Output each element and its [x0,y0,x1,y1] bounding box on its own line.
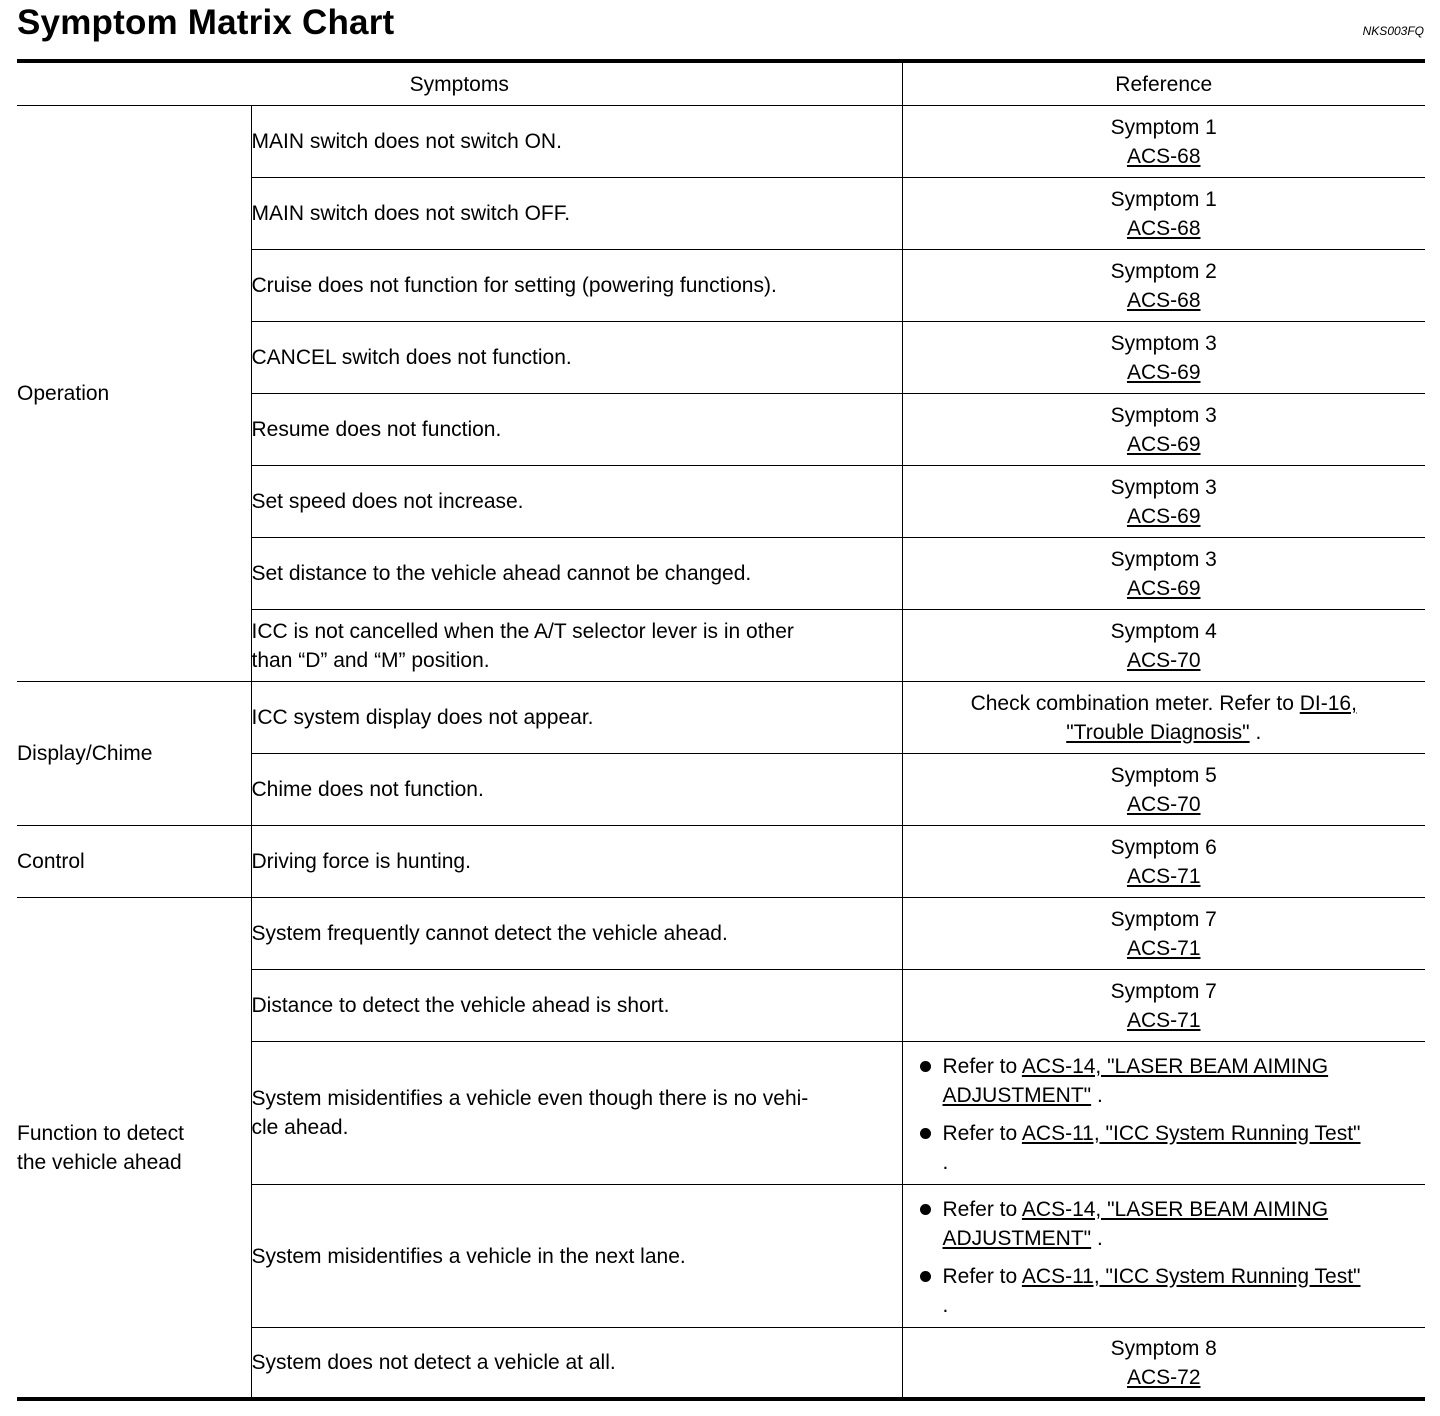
symptom-cell: Distance to detect the vehicle ahead is short. [251,970,902,1042]
reference-link[interactable]: ACS-72 [1126,1365,1201,1389]
reference-link[interactable]: ACS-71 [1126,1008,1201,1032]
reference-label: Symptom 8 [1110,1336,1217,1360]
reference-bullet [919,1119,1426,1177]
category-text-line: Function to detect [17,1121,184,1145]
symptom-matrix-table [17,59,1425,1401]
reference-prefix: Refer to [942,1121,1022,1145]
reference-link[interactable]: ACS-68 [1126,216,1201,240]
category-display-chime: Display/Chime [17,682,251,826]
symptom-cell [251,610,902,682]
symptom-cell: ICC system display does not appear. [251,682,902,754]
symptom-cell: Set distance to the vehicle ahead cannot be changed. [251,538,902,610]
reference-cell [902,394,1425,466]
symptom-text-line: cle ahead. [251,1116,349,1139]
reference-cell [902,610,1425,682]
reference-bullet-list [903,1050,1426,1177]
reference-suffix: . [942,1150,949,1174]
table-row [17,898,1425,970]
bullet-dot-icon [920,1061,931,1072]
reference-cell [902,250,1425,322]
reference-cell [902,1328,1425,1400]
reference-link[interactable]: DI-16, [1299,691,1357,715]
reference-link[interactable]: ACS-70 [1126,792,1201,816]
reference-bullet [919,1052,1426,1110]
category-control: Control [17,826,251,898]
reference-label: Symptom 3 [1110,403,1217,427]
category-function-detect [17,898,251,1400]
reference-cell [902,178,1425,250]
reference-link[interactable]: "Trouble Diagnosis" [1066,720,1250,744]
reference-link[interactable]: ACS-69 [1126,432,1201,456]
reference-suffix: . [1091,1226,1103,1250]
table-row [17,682,1425,754]
reference-cell [902,682,1425,754]
reference-link[interactable]: ACS-14, "LASER BEAM AIMING [1021,1054,1329,1078]
reference-label: Symptom 2 [1110,259,1217,283]
reference-bullet [919,1195,1426,1253]
reference-bullet [919,1262,1426,1320]
reference-cell [902,898,1425,970]
bullet-dot-icon [920,1204,931,1215]
reference-link[interactable]: ACS-70 [1126,648,1201,672]
reference-label: Symptom 6 [1110,835,1217,859]
reference-label: Symptom 4 [1110,619,1217,643]
reference-link[interactable]: ACS-69 [1126,576,1201,600]
reference-suffix: . [942,1293,949,1317]
table-row [17,826,1425,898]
reference-label: Symptom 3 [1110,547,1217,571]
reference-link[interactable]: ACS-69 [1126,504,1201,528]
reference-label: Symptom 3 [1110,331,1217,355]
reference-cell [902,538,1425,610]
table-row [17,106,1425,178]
category-text-line: the vehicle ahead [17,1150,182,1174]
reference-suffix: . [1091,1083,1103,1107]
symptom-cell: MAIN switch does not switch ON. [251,106,902,178]
reference-link[interactable]: ACS-11, "ICC System Running Test" [1021,1121,1361,1145]
document-code: NKS003FQ [1362,24,1424,38]
reference-cell [902,826,1425,898]
reference-prefix: Refer to [942,1264,1022,1288]
reference-link[interactable]: ACS-11, "ICC System Running Test" [1021,1264,1361,1288]
reference-cell [902,466,1425,538]
symptom-cell: Resume does not function. [251,394,902,466]
symptom-cell: MAIN switch does not switch OFF. [251,178,902,250]
reference-prefix: Refer to [942,1054,1022,1078]
bullet-dot-icon [920,1271,931,1282]
reference-label: Symptom 7 [1110,979,1217,1003]
reference-column-header: Reference [902,61,1425,106]
reference-label: Symptom 1 [1110,187,1217,211]
page-title: Symptom Matrix Chart [17,3,395,42]
symptom-cell: Chime does not function. [251,754,902,826]
symptom-cell: System misidentifies a vehicle in the next lane. [251,1185,902,1328]
reference-prefix: Refer to [942,1197,1022,1221]
symptom-cell: System does not detect a vehicle at all. [251,1328,902,1400]
reference-label: Symptom 7 [1110,907,1217,931]
reference-link[interactable]: ADJUSTMENT" [942,1226,1092,1250]
symptom-text-line: ICC is not cancelled when the A/T selector lever is in other [251,619,794,643]
reference-link[interactable]: ACS-68 [1126,144,1201,168]
reference-text-line [903,718,1426,747]
symptom-cell: CANCEL switch does not function. [251,322,902,394]
reference-link[interactable]: ADJUSTMENT" [942,1083,1092,1107]
symptom-cell: System frequently cannot detect the vehicle ahead. [251,898,902,970]
category-operation: Operation [17,106,251,682]
symptom-cell: Driving force is hunting. [251,826,902,898]
reference-cell [902,754,1425,826]
reference-link[interactable]: ACS-68 [1126,288,1201,312]
reference-link[interactable]: ACS-71 [1126,936,1201,960]
reference-cell [902,322,1425,394]
reference-cell [902,1042,1425,1185]
header-row [17,61,1425,106]
reference-cell [902,106,1425,178]
bullet-dot-icon [920,1128,931,1139]
symptom-cell [251,1042,902,1185]
reference-bullet-list [903,1193,1426,1320]
reference-label: Symptom 5 [1110,763,1217,787]
reference-cell [902,970,1425,1042]
symptom-text-line: than “D” and “M” position. [251,648,490,672]
reference-label: Symptom 3 [1110,475,1217,499]
reference-suffix: . [1249,720,1262,744]
symptoms-column-header: Symptoms [17,61,902,106]
reference-link[interactable]: ACS-14, "LASER BEAM AIMING [1021,1197,1329,1221]
reference-label: Symptom 1 [1110,115,1217,139]
reference-cell [902,1185,1425,1328]
reference-link[interactable]: ACS-69 [1126,360,1201,384]
symptom-text-line: System misidentifies a vehicle even though there is no vehi- [251,1087,809,1110]
reference-link[interactable]: ACS-71 [1126,864,1201,888]
reference-text-line [903,689,1426,718]
symptom-cell: Set speed does not increase. [251,466,902,538]
reference-prefix: Check combination meter. Refer to [970,691,1300,715]
symptom-cell: Cruise does not function for setting (powering functions). [251,250,902,322]
